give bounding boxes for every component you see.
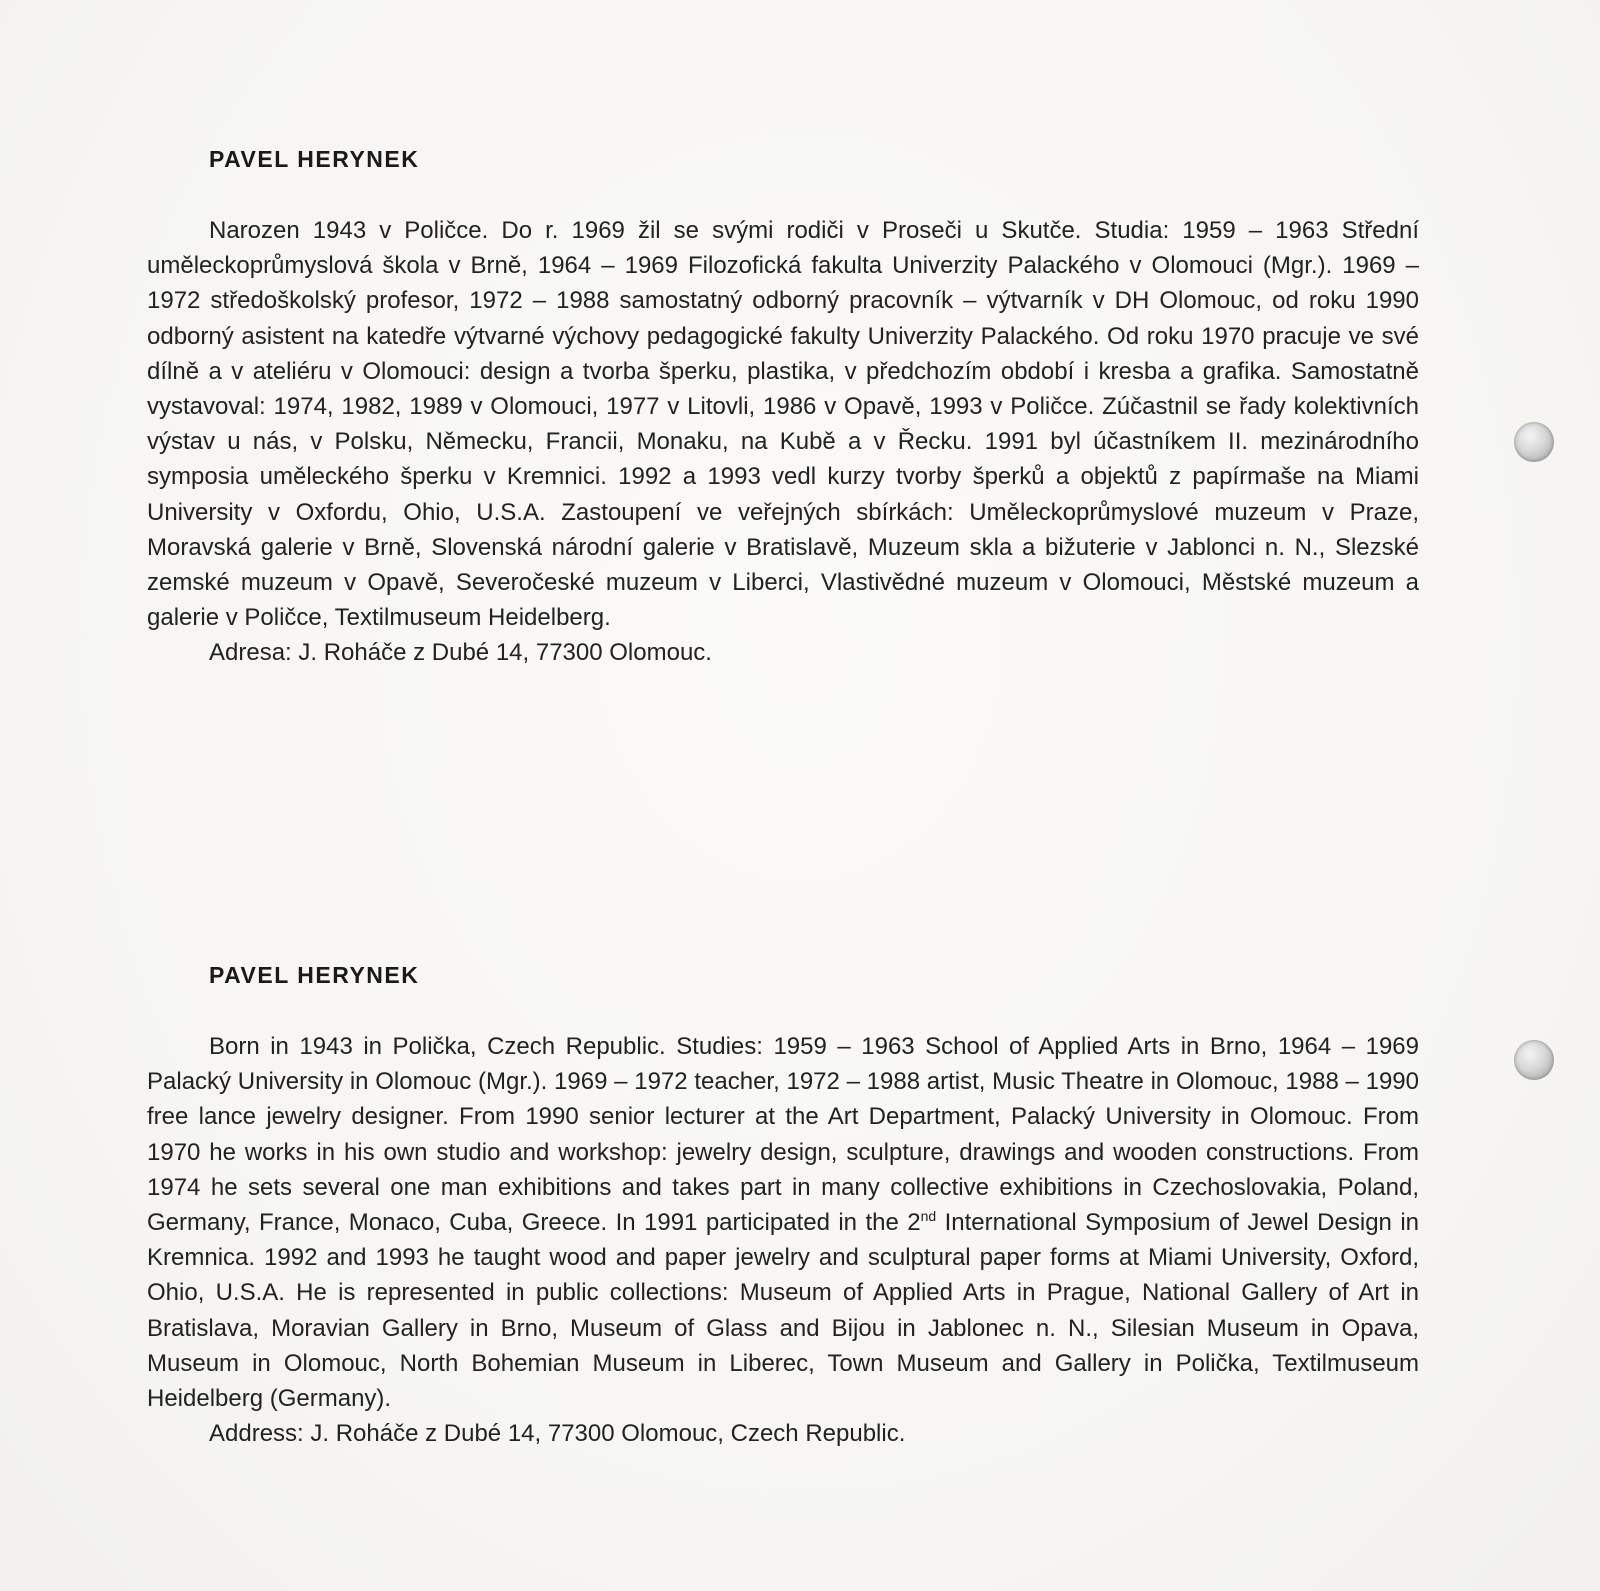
ordinal-superscript: nd xyxy=(920,1208,937,1225)
english-address: Address: J. Roháče z Dubé 14, 77300 Olomouc, Czech Republic. xyxy=(209,1420,906,1448)
czech-heading: PAVEL HERYNEK xyxy=(209,146,420,172)
binder-punch-hole xyxy=(1514,1040,1554,1080)
czech-biography-section xyxy=(147,146,1419,671)
czech-address: Adresa: J. Roháče z Dubé 14, 77300 Olomouc. xyxy=(209,639,712,667)
english-heading: PAVEL HERYNEK xyxy=(209,962,420,988)
czech-biography-text: Narozen 1943 v Poličce. Do r. 1969 žil se svými rodiči v Proseči u Skutče. Studia: 1959 – 1963 Střední uměleckoprůmyslová škola v Brně, 1964 – 1969 Filozofická fakulta Univerzity Palackého v Olomouci (Mgr.). 1969 – 1972 středoškolský profesor, 1972 – 1988 samostatný odborný pracovník – výtvarník v DH Olomouc, od roku 1990 odborný asistent na katedře výtvarné výchovy pedagogické fakulty Univerzity Palackého. Od roku 1970 pracuje ve své dílně a v ateliéru v Olomouci: design a tvorba šperku, plastika, v předchozím období i kresba a grafika. Samostatně vystavoval: 1974, 1982, 1989 v Olomouci, 1977 v Litovli, 1986 v Opavě, 1993 v Poličce. Zúčastnil se řady kolektivních výstav u nás, v Polsku, Německu, Francii, Monaku, na Kubě a v Řecku. 1991 byl účastníkem II. mezinárodního symposia uměleckého šperku v Kremnici. 1992 a 1993 vedl kurzy tvorby šperků a objektů z papírmaše na Miami University v Oxfordu, Ohio, U.S.A. Zastoupení ve veřejných sbírkách: Uměleckoprůmyslové muzeum v Praze, Moravská galerie v Brně, Slovenská národní galerie v Bratislavě, Muzeum skla a bižuterie v Jablonci n. N., Slezské zemské muzeum v Opavě, Severočeské muzeum v Liberci, Vlastivědné muzeum v Olomouci, Městské muzeum a galerie v Poličce, Textilmuseum Heidelberg. xyxy=(147,217,1419,632)
english-biography-text-part2: International Symposium of Jewel Design in Kremnica. 1992 and 1993 he taught wood and paper jewelry and sculptural paper forms at Miami University, Oxford, Ohio, U.S.A. He is represented in public collections: Museum of Applied Arts in Prague, National Gallery of Art in Bratislava, Moravian Gallery in Brno, Museum of Glass and Bijou in Jablonec n. N., Silesian Museum in Opava, Museum in Olomouc, North Bohemian Museum in Liberec, Town Museum and Gallery in Polička, Textilmuseum Heidelberg (Germany). xyxy=(147,1209,1419,1413)
english-biography-text xyxy=(147,1029,1419,1416)
english-biography-text-part1: Born in 1943 in Polička, Czech Republic. Studies: 1959 – 1963 School of Applied Arts in Brno, 1964 – 1969 Palacký University in Olomouc (Mgr.). 1969 – 1972 teacher, 1972 – 1988 artist, Music Theatre in Olomouc, 1988 – 1990 free lance jewelry designer. From 1990 senior lecturer at the Art Department, Palacký University in Olomouc. From 1970 he works in his own studio and workshop: jewelry design, sculpture, drawings and wooden constructions. From 1974 he sets several one man exhibitions and takes part in many collective exhibitions in Czechoslovakia, Poland, Germany, France, Monaco, Cuba, Greece. In 1991 participated in the 2 xyxy=(147,1033,1419,1237)
binder-punch-hole xyxy=(1514,422,1554,462)
english-biography-section xyxy=(147,962,1419,1451)
